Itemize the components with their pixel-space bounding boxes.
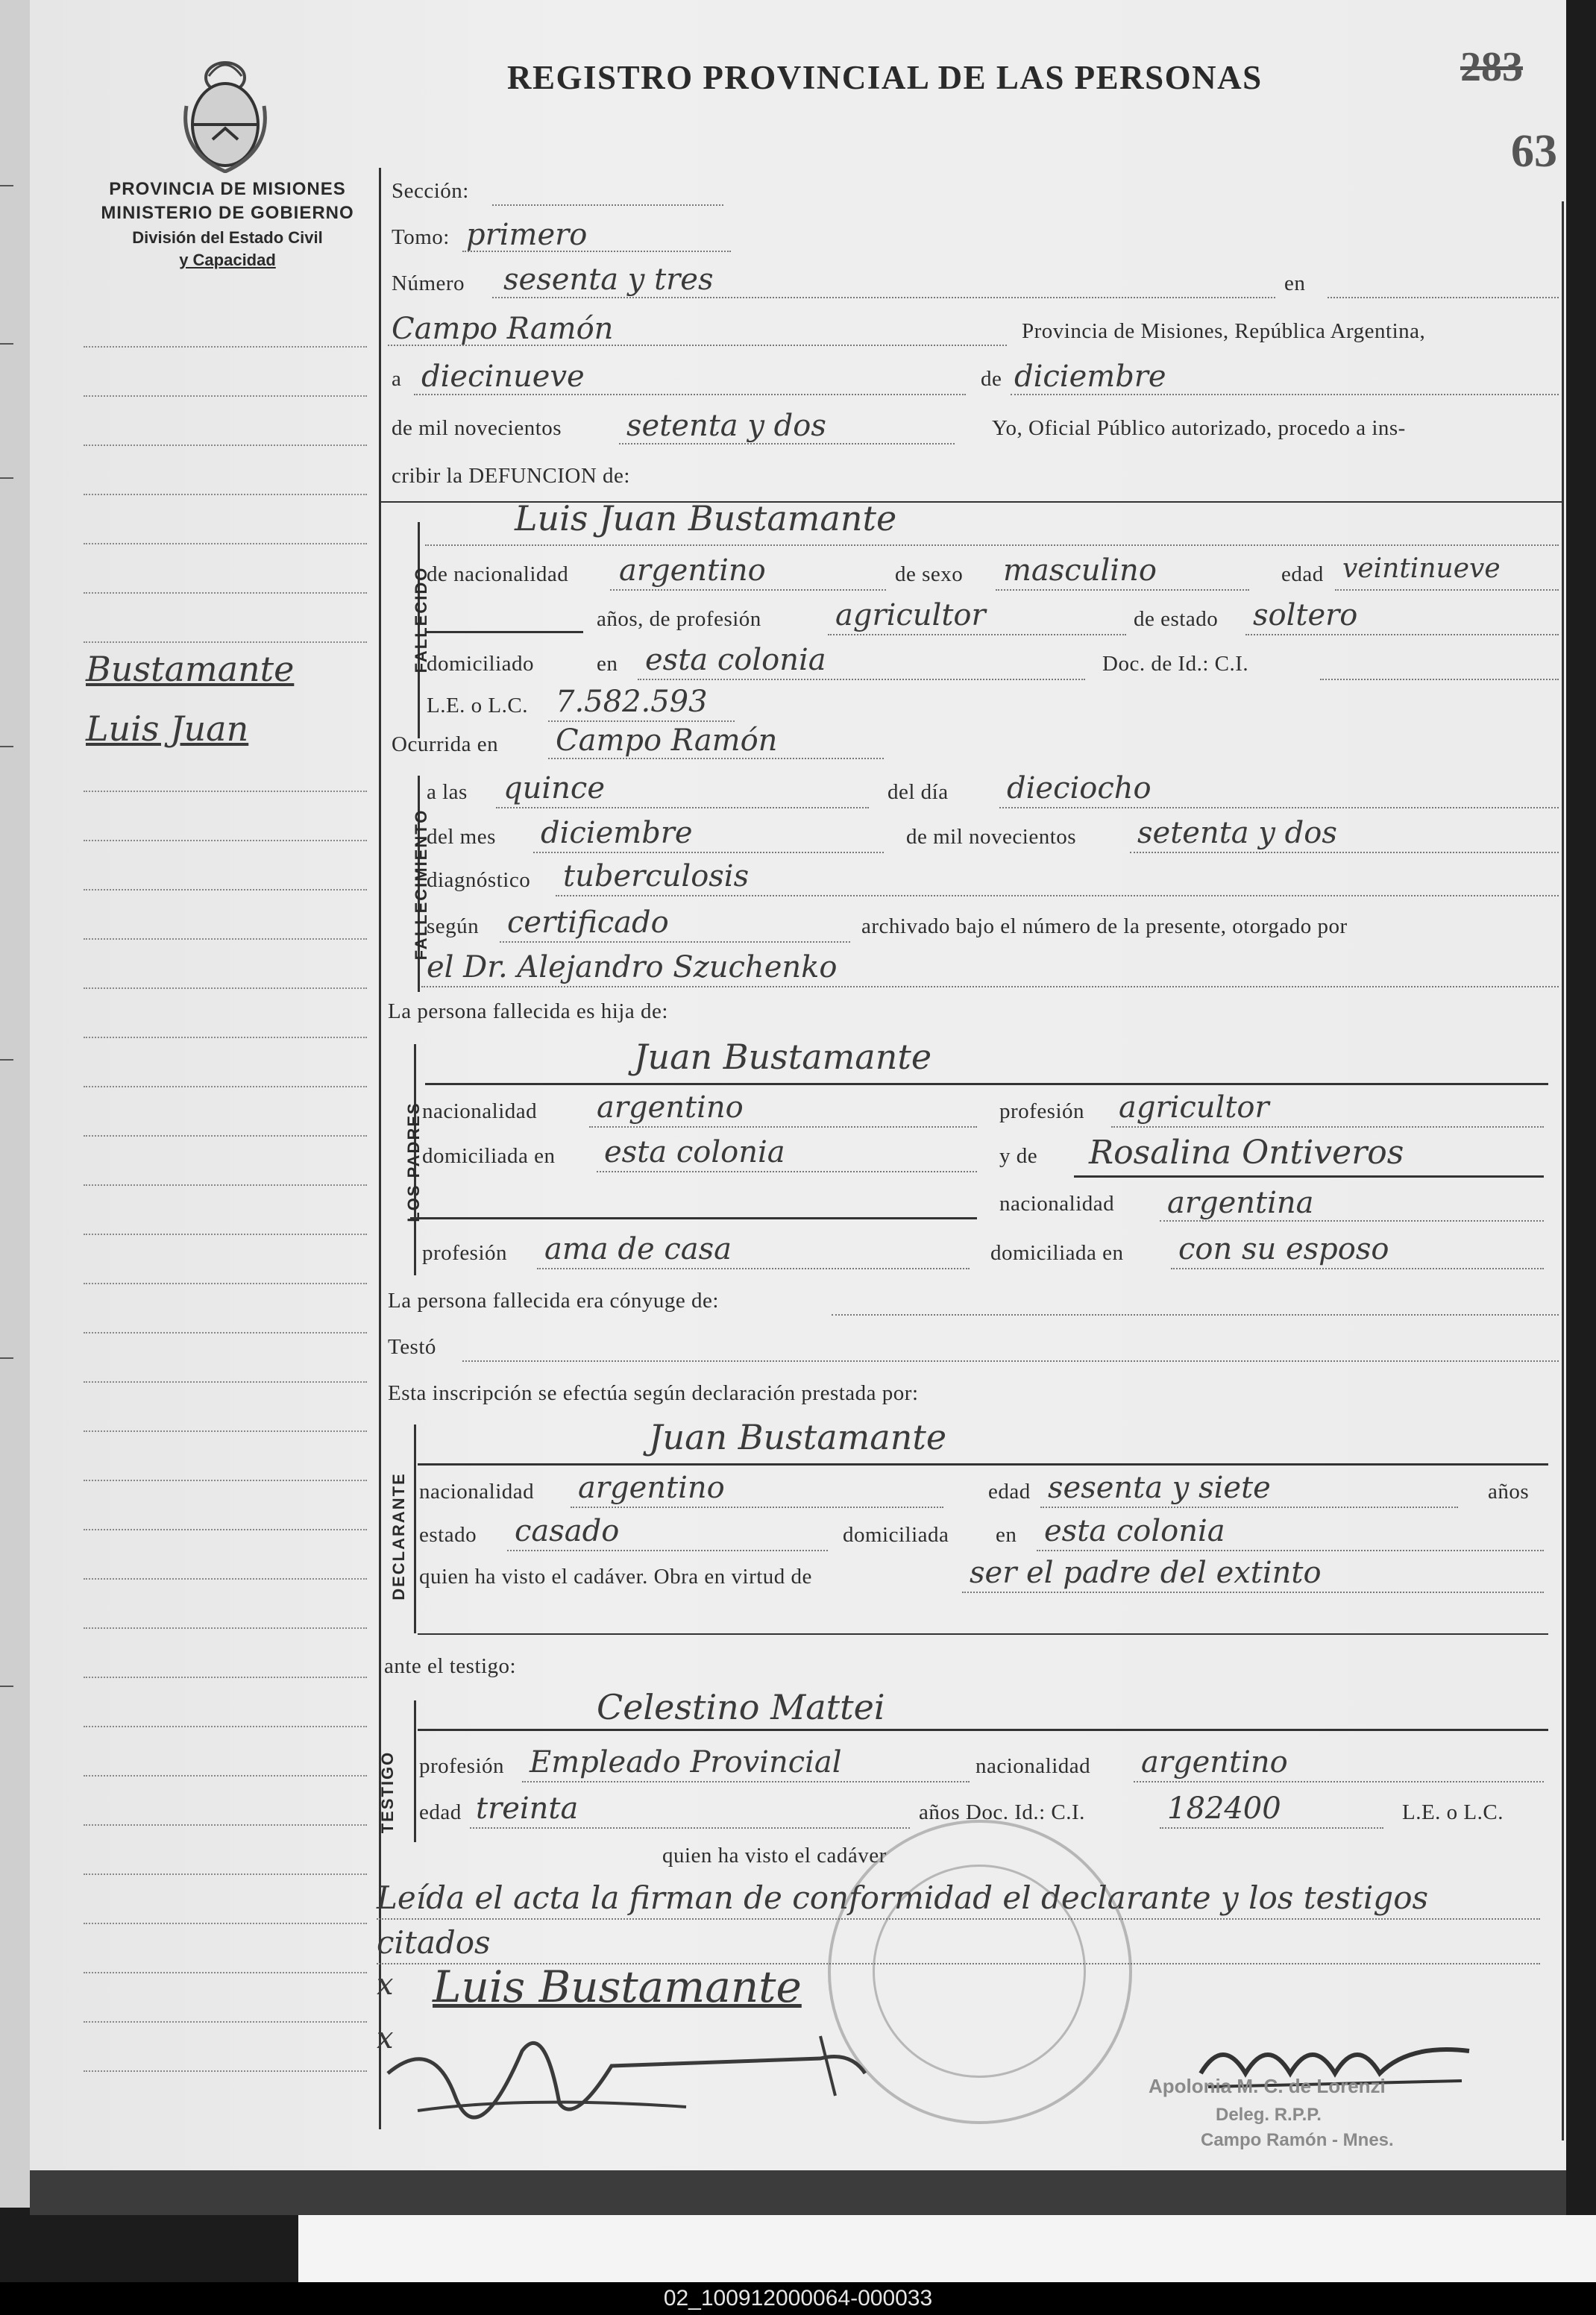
section-fallecimiento: FALLECIMIENTO — [412, 808, 430, 961]
line-madre-domicilio — [1171, 1268, 1544, 1269]
section-fallecido: FALLECIDO — [412, 566, 430, 673]
label-decl-estado: estado — [419, 1523, 477, 1547]
declarante-bracket — [414, 1425, 416, 1633]
page-number: 63 — [1511, 126, 1557, 177]
line-doc-id — [1320, 679, 1559, 680]
line-test-profesion — [522, 1781, 970, 1782]
margin-note-surname: Bustamante — [86, 649, 295, 689]
line-lugar — [388, 345, 1007, 346]
label-provincia: Provincia de Misiones, República Argentina, — [1022, 319, 1426, 343]
value-padre: Juan Bustamante — [634, 1037, 932, 1077]
value-dia: diecinueve — [421, 359, 585, 394]
line-mes — [1011, 394, 1559, 395]
line-dia-fall — [999, 807, 1559, 808]
line-madre-nacionalidad — [1160, 1220, 1544, 1222]
value-mes-fall: diciembre — [541, 816, 693, 850]
label-decl-anos: años — [1488, 1480, 1530, 1504]
issuer-ministry: MINISTERIO DE GOBIERNO — [101, 203, 354, 223]
line-diagnostico — [556, 895, 1559, 896]
value-decl-domicilio: esta colonia — [1044, 1514, 1225, 1548]
value-testigo: Celestino Mattei — [597, 1687, 885, 1727]
label-de-estado: de estado — [1134, 607, 1219, 631]
value-madre: Rosalina Ontiveros — [1089, 1134, 1404, 1172]
label-seccion: Sección: — [392, 179, 469, 203]
label-domiciliado: domiciliado — [427, 652, 535, 676]
label-en: en — [1284, 271, 1306, 295]
label-de-sexo: de sexo — [895, 562, 964, 586]
label-inscribir: cribir la DEFUNCION de: — [392, 464, 630, 488]
label-de-mil: de mil novecientos — [392, 416, 562, 440]
line-test-nacionalidad — [1134, 1781, 1544, 1782]
label-edad: edad — [1281, 562, 1324, 586]
official-stamp-place: Campo Ramón - Mnes. — [1201, 2130, 1394, 2150]
label-decl-domiciliada: domiciliada — [843, 1523, 949, 1547]
closing-line-1: Leída el acta la firman de conformidad el declarante y los testigos — [377, 1879, 1429, 1916]
label-testo: Testó — [388, 1335, 436, 1359]
coat-of-arms-icon — [179, 46, 272, 173]
line-conyuge — [832, 1314, 1559, 1316]
label-de-mil-fall: de mil novecientos — [906, 825, 1077, 849]
official-stamp-name: Apolonia M. C. de Lorenzi — [1149, 2075, 1386, 2097]
value-ocurrida-en: Campo Ramón — [556, 723, 778, 758]
value-mes: diciembre — [1014, 359, 1166, 394]
label-a-las: a las — [427, 780, 468, 804]
label-test-edad: edad — [419, 1800, 462, 1824]
issuer-block — [75, 179, 380, 270]
value-nacionalidad: argentino — [619, 553, 766, 588]
facing-page-edge — [0, 0, 30, 2208]
line-tomo — [462, 251, 731, 252]
scan-background — [298, 2215, 1596, 2282]
line-mes-fall — [533, 852, 884, 853]
label-yo-oficial: Yo, Oficial Público autorizado, procedo a ins- — [992, 416, 1406, 440]
closing-line-2: citados — [377, 1924, 491, 1961]
line-domicilio — [638, 679, 1085, 680]
value-documento: 7.582.593 — [556, 685, 708, 719]
label-padre-profesion: profesión — [999, 1099, 1085, 1123]
line-anos-short — [427, 631, 583, 633]
rule-madre — [1074, 1175, 1544, 1178]
label-decl-en: en — [996, 1523, 1017, 1547]
value-padre-domicilio: esta colonia — [604, 1135, 785, 1169]
line-edad — [1335, 589, 1559, 591]
label-madre-nacionalidad: nacionalidad — [999, 1192, 1115, 1216]
value-sexo: masculino — [1003, 553, 1157, 588]
value-dia-fall: dieciocho — [1007, 771, 1152, 805]
value-test-nacionalidad: argentino — [1141, 1745, 1288, 1780]
line-decl-edad — [1040, 1507, 1458, 1508]
form-right-border — [1562, 201, 1564, 2140]
section-los-padres: LOS PADRES — [404, 1102, 423, 1222]
label-le-lc: L.E. o L.C. — [427, 694, 528, 717]
line-madre-profesion — [537, 1268, 970, 1269]
line-padre-domicilio — [597, 1171, 977, 1172]
line-nombre — [425, 544, 1559, 546]
value-tomo: primero — [466, 218, 588, 252]
value-numero: sesenta y tres — [503, 263, 714, 297]
value-anio-fall: setenta y dos — [1137, 816, 1337, 850]
label-test-profesion: profesión — [419, 1754, 505, 1778]
value-padre-profesion: agricultor — [1119, 1090, 1269, 1125]
label-test-nacionalidad: nacionalidad — [975, 1754, 1091, 1778]
issuer-capacity: y Capacidad — [179, 251, 276, 269]
value-decl-edad: sesenta y siete — [1048, 1471, 1271, 1505]
value-test-edad: treinta — [476, 1791, 579, 1826]
label-y-de: y de — [999, 1144, 1038, 1168]
value-profesion: agricultor — [835, 598, 986, 632]
line-profesion — [828, 634, 1126, 635]
label-ocurrida-en: Ocurrida en — [392, 732, 499, 756]
line-test-ci — [1160, 1827, 1383, 1829]
label-de-nacionalidad: de nacionalidad — [427, 562, 569, 586]
rule-declarante-bottom — [418, 1633, 1548, 1635]
label-test-le-lc: L.E. o L.C. — [1402, 1800, 1504, 1824]
line-decl-domicilio — [1037, 1550, 1544, 1551]
issuer-division: División del Estado Civil — [132, 228, 323, 247]
line-decl-estado — [507, 1550, 828, 1551]
label-decl-edad: edad — [988, 1480, 1031, 1504]
value-domicilio: esta colonia — [645, 643, 826, 677]
line-anio-fall — [1130, 852, 1559, 853]
line-hora — [496, 807, 869, 808]
rule-padre-bottom — [410, 1217, 977, 1219]
label-en-domicilio: en — [597, 652, 618, 676]
value-decl-nacionalidad: argentino — [578, 1471, 725, 1505]
label-declaracion: Esta inscripción se efectúa según declaración prestada por: — [388, 1381, 919, 1405]
line-estado — [1245, 634, 1559, 635]
image-id-caption: 02_100912000064-000033 — [0, 2282, 1596, 2315]
official-stamp-office: Deleg. R.P.P. — [1216, 2105, 1322, 2125]
label-del-dia: del día — [887, 780, 949, 804]
label-segun: según — [427, 914, 480, 938]
line-segun — [500, 941, 850, 943]
line-seccion — [492, 204, 723, 206]
official-seal-inner — [873, 1865, 1086, 2078]
rule-testigo — [418, 1729, 1548, 1731]
testigo-bracket — [414, 1700, 416, 1842]
signature-mark-1: x — [377, 1967, 394, 2002]
line-otorgado-por — [421, 986, 1559, 987]
value-edad: veintinueve — [1342, 553, 1501, 584]
value-declarante: Juan Bustamante — [649, 1417, 947, 1457]
line-nacionalidad — [610, 589, 886, 591]
value-estado: soltero — [1253, 598, 1358, 632]
label-ante-testigo: ante el testigo: — [384, 1654, 517, 1678]
signature-declarante: Luis Bustamante — [433, 1961, 802, 2012]
line-anio — [619, 443, 955, 445]
value-decl-estado: casado — [515, 1514, 620, 1548]
line-testo — [462, 1360, 1559, 1362]
line-padre-nacionalidad — [589, 1126, 977, 1128]
section-testigo: TESTIGO — [378, 1750, 397, 1834]
line-dia — [414, 394, 966, 395]
value-decl-virtud: ser el padre del extinto — [970, 1556, 1322, 1590]
line-numero — [492, 297, 1275, 298]
label-numero: Número — [392, 271, 465, 295]
line-decl-virtud — [962, 1592, 1544, 1593]
line-ocurrida-en — [548, 758, 884, 759]
section-declarante: DECLARANTE — [389, 1472, 408, 1601]
label-tomo: Tomo: — [392, 225, 450, 249]
label-del-mes: del mes — [427, 825, 496, 849]
rule-padre — [425, 1083, 1548, 1085]
label-anos-profesion: años, de profesión — [597, 607, 761, 631]
line-en — [1328, 297, 1559, 298]
label-test-anos-doc: años Doc. Id.: C.I. — [919, 1800, 1085, 1824]
label-madre-profesion: profesión — [422, 1241, 508, 1265]
value-hora: quince — [503, 771, 605, 805]
page-number-struck: 283 — [1460, 44, 1523, 90]
value-padre-nacionalidad: argentino — [597, 1090, 744, 1125]
value-madre-nacionalidad: argentina — [1167, 1186, 1314, 1220]
label-de-mes: de — [981, 367, 1002, 391]
line-sexo — [996, 589, 1249, 591]
line-decl-nacionalidad — [571, 1507, 943, 1508]
label-hija-de: La persona fallecida es hija de: — [388, 999, 668, 1023]
margin-note-given: Luis Juan — [86, 709, 249, 749]
line-documento — [548, 720, 735, 722]
value-madre-domicilio: con su esposo — [1178, 1232, 1389, 1266]
value-test-profesion: Empleado Provincial — [530, 1745, 842, 1780]
value-segun: certificado — [507, 905, 669, 940]
label-conyuge: La persona fallecida era cónyuge de: — [388, 1289, 719, 1313]
label-madre-domicilio: domiciliada en — [990, 1241, 1124, 1265]
book-binding — [30, 2170, 1566, 2215]
signature-mark-2: x — [377, 2021, 394, 2055]
label-padre-domicilio: domiciliada en — [422, 1144, 556, 1168]
label-archivado: archivado bajo el número de la presente, otorgado por — [861, 914, 1348, 938]
label-padre-nacionalidad: nacionalidad — [422, 1099, 538, 1123]
value-diagnostico: tuberculosis — [563, 859, 750, 893]
label-quien-visto-cadaver: quien ha visto el cadáver — [662, 1844, 887, 1868]
label-decl-nacionalidad: nacionalidad — [419, 1480, 535, 1504]
label-quien-ha-visto: quien ha visto el cadáver. Obra en virtud de — [419, 1565, 812, 1589]
value-anio: setenta y dos — [626, 409, 826, 443]
value-nombre: Luis Juan Bustamante — [515, 498, 897, 538]
value-otorgado-por: el Dr. Alejandro Szuchenko — [427, 950, 838, 984]
label-a: a — [392, 367, 402, 391]
label-doc-id: Doc. de Id.: C.I. — [1102, 652, 1249, 676]
line-test-edad — [470, 1827, 910, 1829]
page-title: REGISTRO PROVINCIAL DE LAS PERSONAS — [507, 59, 1263, 96]
value-madre-profesion: ama de casa — [544, 1232, 732, 1266]
value-test-ci: 182400 — [1167, 1791, 1281, 1826]
issuer-province: PROVINCIA DE MISIONES — [109, 179, 346, 199]
label-diagnostico: diagnóstico — [427, 868, 531, 892]
rule-declarante — [418, 1463, 1548, 1466]
value-lugar: Campo Ramón — [392, 312, 614, 346]
line-padre-profesion — [1111, 1126, 1544, 1128]
signature-testigo-scrawl — [373, 2006, 910, 2126]
